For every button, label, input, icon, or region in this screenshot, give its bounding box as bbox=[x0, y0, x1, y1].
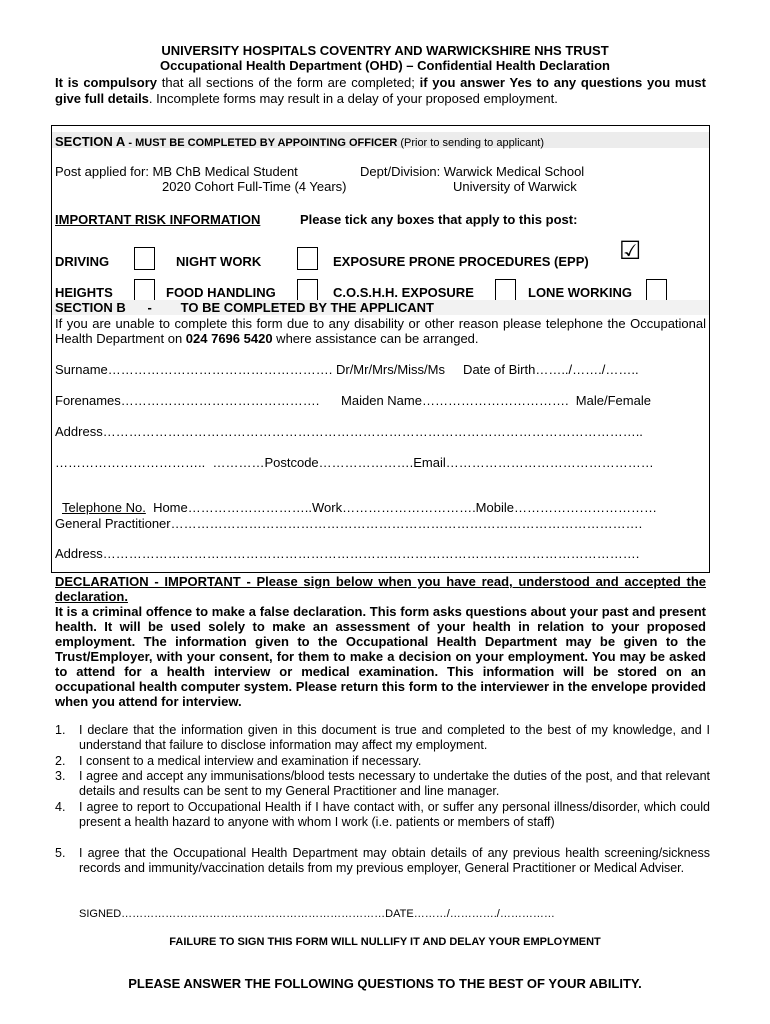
declaration-item-4 bbox=[55, 800, 710, 830]
section-a-note: (Prior to sending to applicant) bbox=[397, 137, 545, 149]
post-cohort: 2020 Cohort Full-Time (4 Years) bbox=[162, 179, 347, 194]
declaration-item-number: 3. bbox=[55, 769, 66, 783]
declaration-item-text: I agree and accept any immunisations/blood tests necessary to undertake the duties of the post, and that relevant details and results can be sent to my General Practitioner and line manager. bbox=[79, 769, 710, 798]
declaration-item-text: I declare that the information given in this document is true and completed to the best of my knowledge, and I understand that failure to disclose information may affect my employment. bbox=[79, 723, 710, 752]
section-b-intro bbox=[55, 316, 706, 346]
coshh-checkbox[interactable] bbox=[495, 279, 516, 302]
lone-working-checkbox[interactable] bbox=[646, 279, 667, 302]
intro-part-1: that all sections of the form are completed; bbox=[157, 75, 420, 90]
section-a-title: SECTION A bbox=[55, 134, 126, 149]
form-title: Occupational Health Department (OHD) – Confidential Health Declaration bbox=[159, 58, 610, 73]
dept-university: University of Warwick bbox=[453, 179, 577, 194]
address-line-1[interactable]: Address…………………………………………………………………………………………………………….. bbox=[55, 424, 643, 439]
declaration-item-text: I agree to report to Occupational Health if I have contact with, or suffer any personal illness/disorder, which could present a health hazard to anyone with whom I work (i.e. patients or members of staff) bbox=[79, 800, 710, 829]
gp-field[interactable]: General Practitioner………………………………………………………………………………………………. bbox=[55, 516, 643, 531]
intro-bold-1: It is compulsory bbox=[55, 75, 157, 90]
risk-coshh-label: C.O.S.H.H. EXPOSURE bbox=[333, 285, 474, 300]
failure-warning: FAILURE TO SIGN THIS FORM WILL NULLIFY IT AND DELAY YOUR EMPLOYMENT bbox=[169, 936, 601, 948]
declaration-item-number: 2. bbox=[55, 754, 66, 768]
declaration-body: It is a criminal offence to make a false declaration. This form asks questions about your past and present health. It will be used solely to make an assessment of your health in relation to your proposed employment. The information given to the Occupational Health Department may be given to the Trust/Employer, with your consent, for them to make a decision on your employment. You may be asked to attend for a health interview or medical examination. This information will be stored on an occupational health computer system. Please return this form to the interviewer in the envelope provided when you attend for interview. bbox=[55, 604, 706, 709]
section-b-title: SECTION B - TO BE COMPLETED BY THE APPLICANT bbox=[55, 300, 434, 315]
footer-instruction: PLEASE ANSWER THE FOLLOWING QUESTIONS TO THE BEST OF YOUR ABILITY. bbox=[128, 976, 642, 991]
declaration-item-2 bbox=[55, 754, 710, 769]
driving-checkbox[interactable] bbox=[134, 247, 155, 270]
section-a-header bbox=[55, 133, 544, 151]
post-applied-for: Post applied for: MB ChB Medical Student bbox=[55, 164, 298, 179]
dept-division: Dept/Division: Warwick Medical School bbox=[360, 164, 585, 179]
signature-date-field[interactable]: SIGNED………………………………………………………………DATE………/…………./…………… bbox=[79, 908, 555, 920]
risk-night-work-label: NIGHT WORK bbox=[176, 254, 262, 269]
risk-driving-label: DRIVING bbox=[55, 254, 110, 269]
risk-epp-label: EXPOSURE PRONE PROCEDURES (EPP) bbox=[333, 254, 589, 269]
declaration-item-3 bbox=[55, 769, 710, 799]
declaration-item-text: I agree that the Occupational Health Department may obtain details of any previous health screening/sickness records and immunity/vaccination details from my previous employer, General Practitioner or Medical Adviser. bbox=[79, 846, 710, 875]
risk-instruction: Please tick any boxes that apply to this post: bbox=[300, 212, 578, 227]
intro-part-2: . Incomplete forms may result in a delay of your proposed employment. bbox=[148, 91, 558, 106]
org-title: UNIVERSITY HOSPITALS COVENTRY AND WARWICKSHIRE NHS TRUST bbox=[161, 43, 609, 58]
food-handling-checkbox[interactable] bbox=[297, 279, 318, 302]
surname-field[interactable]: Surname……………………………………………. Dr/Mr/Mrs/Miss/Ms Date of Birth……../……./…….. bbox=[55, 362, 639, 377]
gp-address-field[interactable]: Address……………………………………………………………………………………………………………. bbox=[55, 546, 640, 561]
declaration-item-number: 4. bbox=[55, 800, 66, 814]
declaration-item-1 bbox=[55, 723, 710, 753]
risk-food-label: FOOD HANDLING bbox=[166, 285, 276, 300]
section-b-intro-2: where assistance can be arranged. bbox=[272, 331, 479, 346]
intro-text bbox=[55, 75, 706, 107]
risk-lone-label: LONE WORKING bbox=[528, 285, 632, 300]
night-work-checkbox[interactable] bbox=[297, 247, 318, 270]
declaration-item-number: 5. bbox=[55, 846, 66, 860]
heights-checkbox[interactable] bbox=[134, 279, 155, 302]
telephone-label: Telephone No. bbox=[62, 500, 146, 515]
risk-heights-label: HEIGHTS bbox=[55, 285, 113, 300]
forenames-field[interactable]: Forenames………………………………………. Maiden Name……………………………. Male/Female bbox=[55, 393, 651, 408]
address-line-2-postcode-email[interactable]: …………………………….. …………Postcode………………….Email………………………………………… bbox=[55, 455, 654, 470]
telephone-fields[interactable]: Home………………………..Work………………………….Mobile…………………………… bbox=[145, 500, 657, 515]
declaration-item-number: 1. bbox=[55, 723, 66, 737]
risk-heading: IMPORTANT RISK INFORMATION bbox=[55, 212, 261, 227]
section-a-subtitle: - MUST BE COMPLETED BY APPOINTING OFFICER bbox=[125, 137, 398, 149]
section-b-intro-1: If you are unable to complete this form due to any disability or other reason please telephone the Occupational Health Department on bbox=[55, 316, 706, 346]
intro-bold-2: if you answer Yes to any questions you must give full details bbox=[55, 75, 706, 106]
declaration-item-5 bbox=[55, 846, 710, 876]
epp-checkbox-checked[interactable]: ☑ bbox=[619, 236, 642, 265]
declaration-item-text: I consent to a medical interview and examination if necessary. bbox=[79, 754, 422, 768]
telephone-row[interactable] bbox=[55, 485, 657, 515]
ohd-phone-number: 024 7696 5420 bbox=[185, 331, 273, 346]
declaration-heading: DECLARATION - IMPORTANT - Please sign below when you have read, understood and accepted the declaration. bbox=[55, 574, 706, 604]
